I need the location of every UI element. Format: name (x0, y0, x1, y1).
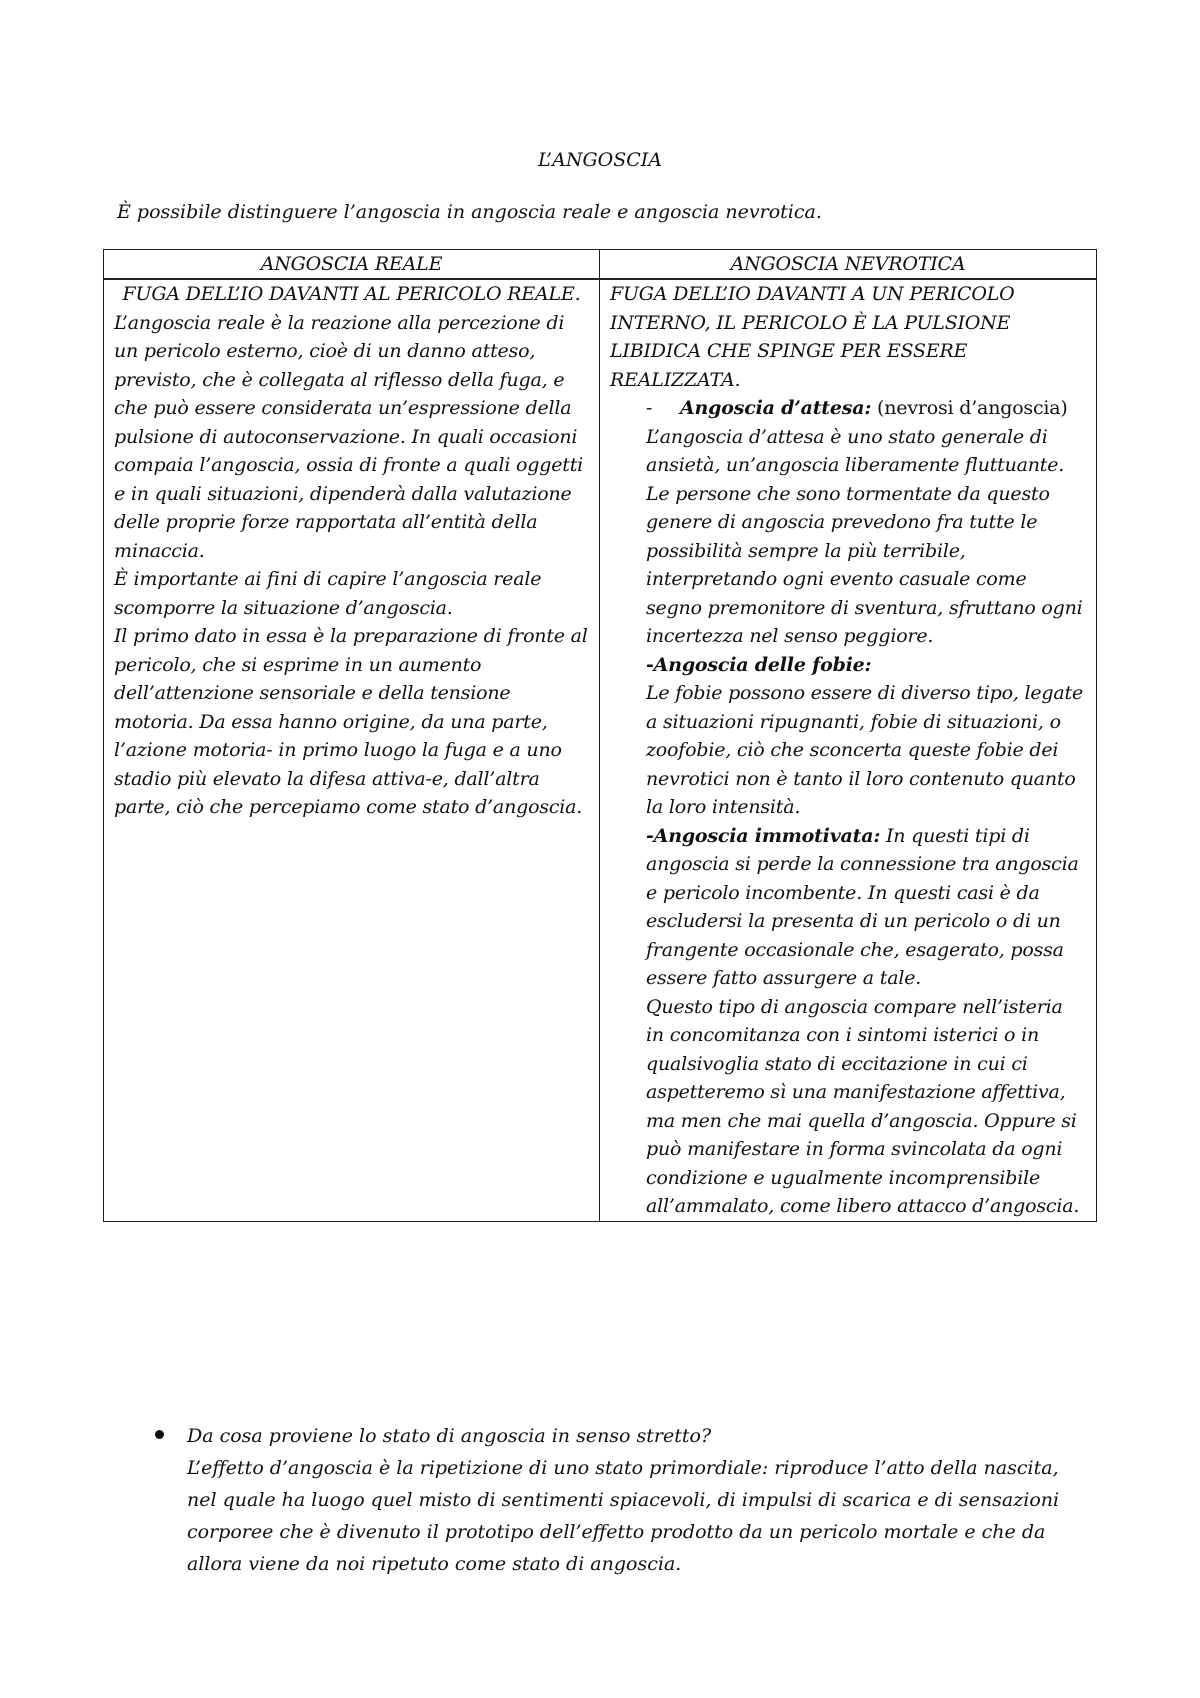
bullet-dot-icon (155, 1430, 164, 1439)
fobie-block (610, 651, 1086, 680)
comparison-table (103, 249, 1097, 1222)
bullet-item (187, 1420, 1067, 1580)
cell-angoscia-nevrotica (600, 279, 1097, 1221)
header-angoscia-nevrotica: ANGOSCIA NEVROTICA (600, 250, 1097, 280)
fobie-label: -Angoscia delle fobie: (646, 653, 872, 676)
attesa-label: Angoscia d’attesa: (680, 397, 872, 419)
reale-heading: FUGA DELL’IO DAVANTI AL PERICOLO REALE. (122, 283, 581, 305)
immotivata-block (610, 822, 1086, 993)
attesa-text: L’angoscia d’attesa è uno stato generale di ansietà, un’angoscia liberamente fluttuante. Le persone che sono tormentate da questo genere di angoscia prevedono fra tutte le possibilità sempre la più terribile, interpretando ogni evento casuale come segno premonitore di sventura, sfruttano ogni incertezza nel senso peggiore. (646, 425, 1083, 647)
bullet-answer: L’effetto d’angoscia è la ripetizione di uno stato primordiale: riproduce l’atto della nascita, nel quale ha luogo quel misto di sentimenti spiacevoli, di impulsi di scarica e di sensazioni corporee che è divenuto il prototipo dell’effetto prodotto da un pericolo mortale e che da allora viene da noi ripetuto come stato di angoscia. (187, 1457, 1060, 1575)
nevrotica-heading: FUGA DELL’IO DAVANTI A UN PERICOLO INTERNO, IL PERICOLO È LA PULSIONE LIBIDICA CHE SPINGE PER ESSERE REALIZZATA. (610, 283, 1015, 391)
attesa-list-item (610, 394, 1086, 423)
page-title: L’ANGOSCIA (538, 149, 662, 171)
table-row (104, 279, 1097, 1221)
dash-marker: - (646, 397, 653, 419)
fobie-text: Le fobie possono essere di diverso tipo, legate a situazioni ripugnanti, fobie di situazioni, o zoofobie, ciò che sconcerta queste fobie dei nevrotici non è tanto il loro contenuto quanto la loro intensità. (646, 682, 1083, 818)
reale-paragraph-2: È importante ai fini di capire l’angoscia reale scomporre la situazione d’angoscia. (114, 568, 542, 619)
header-angoscia-reale: ANGOSCIA REALE (104, 250, 600, 280)
cell-angoscia-reale (104, 279, 600, 1221)
attesa-suffix: (nevrosi d’angoscia) (871, 397, 1068, 419)
bullet-question: Da cosa proviene lo stato di angoscia in senso stretto? (187, 1425, 712, 1447)
isteria-text: Questo tipo di angoscia compare nell’isteria in concomitanza con i sintomi isterici o in qualsivoglia stato di eccitazione in cui ci aspetteremo sì una manifestazione affettiva, ma men che mai quella d’angoscia. Oppure si può manifestare in forma svincolata da ogni condizione e ugualmente incomprensibile all’ammalato, come libero attacco d’angoscia. (646, 995, 1080, 1217)
reale-paragraph-1: L’angoscia reale è la reazione alla percezione di un pericolo esterno, cioè di un danno atteso, previsto, che è collegata al riflesso della fuga, e che può essere considerata un’espressione della pulsione di autoconservazione. In quali occasioni compaia l’angoscia, ossia di fronte a quali oggetti e in quali situazioni, dipenderà dalla valutazione delle proprie forze rapportata all’entità della minaccia. (114, 311, 584, 562)
immotivata-label: -Angoscia immotivata: (646, 824, 881, 847)
reale-paragraph-3: Il primo dato in essa è la preparazione di fronte al pericolo, che si esprime in un aumento dell’attenzione sensoriale e della tensione motoria. Da essa hanno origine, da una parte, l’azione motoria- in primo luogo la fuga e a uno stadio più elevato la difesa attiva-e, dall’altra parte, ciò che percepiamo come stato d’angoscia. (114, 625, 588, 818)
table-header-row (104, 250, 1097, 280)
intro-paragraph: È possibile distinguere l’angoscia in angoscia reale e angoscia nevrotica. (117, 201, 822, 223)
immotivata-text: In questi tipi di angoscia si perde la connessione tra angoscia e pericolo incombente. In questi casi è da escludersi la presenta di un pericolo o di un frangente occasionale che, esagerato, possa essere fatto assurgere a tale. (646, 824, 1079, 989)
